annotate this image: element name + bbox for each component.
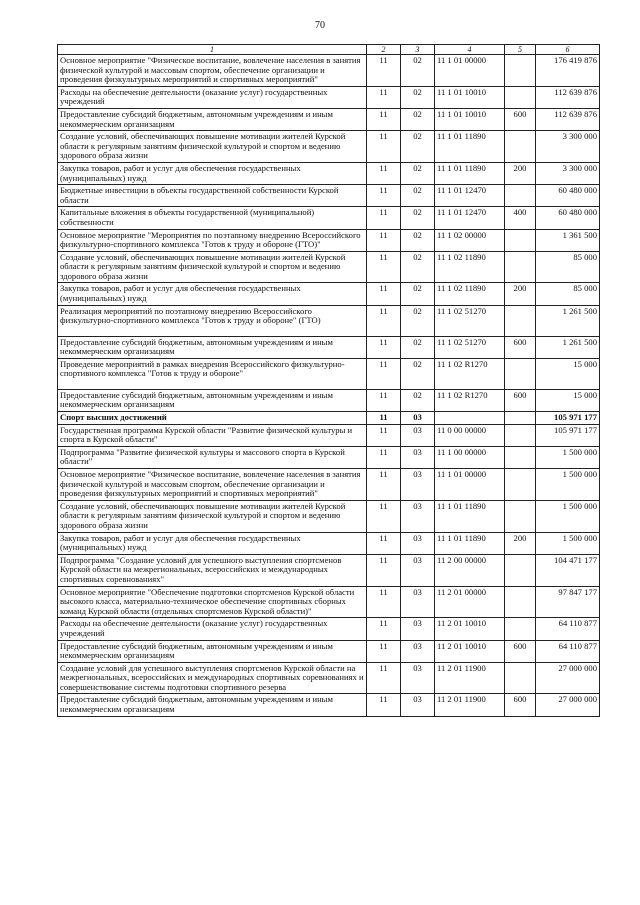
amount-cell: 1 500 000: [536, 532, 600, 554]
expense-type-cell: [505, 469, 536, 501]
target-article-cell: 11 0 00 00000: [435, 424, 505, 446]
section-code-cell: 11: [367, 283, 401, 305]
expense-type-cell: [505, 662, 536, 694]
table-row: [58, 694, 600, 716]
amount-cell: 64 110 877: [536, 640, 600, 662]
subsection-code-cell: 02: [401, 162, 435, 184]
column-header: 6: [536, 45, 600, 55]
expense-type-cell: [505, 586, 536, 618]
subsection-code-cell: 03: [401, 469, 435, 501]
table-row: [58, 618, 600, 640]
amount-cell: 112 639 876: [536, 86, 600, 108]
section-code-cell: 11: [367, 229, 401, 251]
amount-cell: 27 000 000: [536, 694, 600, 716]
expense-name-cell: Предоставление субсидий бюджетным, автономным учреждениям и иным некоммерческим организациям: [58, 640, 367, 662]
table-row: [58, 424, 600, 446]
amount-cell: 60 480 000: [536, 185, 600, 207]
amount-cell: 1 361 500: [536, 229, 600, 251]
table-body: [58, 55, 600, 717]
target-article-cell: 11 2 01 11900: [435, 694, 505, 716]
expense-name-cell: Создание условий для успешного выступления спортсменов Курской области на межрегиональных, всероссийских и международных спортивных соревнованиях и совершенствование системы подготовки спортивного резерва: [58, 662, 367, 694]
expense-type-cell: 200: [505, 162, 536, 184]
section-code-cell: 11: [367, 131, 401, 163]
section-code-cell: 11: [367, 251, 401, 283]
subsection-code-cell: 02: [401, 55, 435, 87]
expense-name-cell: Закупка товаров, работ и услуг для обеспечения государственных (муниципальных) нужд: [58, 162, 367, 184]
section-code-cell: 11: [367, 86, 401, 108]
expense-name-cell: Проведение мероприятий в рамках внедрения Всероссийского физкультурно-спортивного комплекса "Готов к труду и обороне": [58, 358, 367, 389]
amount-cell: 3 300 000: [536, 131, 600, 163]
target-article-cell: 11 1 02 00000: [435, 229, 505, 251]
column-header: 5: [505, 45, 536, 55]
table-header-row: [58, 45, 600, 55]
table-row: [58, 358, 600, 389]
expense-type-cell: 600: [505, 389, 536, 411]
table-row: [58, 662, 600, 694]
expense-type-cell: 200: [505, 283, 536, 305]
subsection-code-cell: 02: [401, 229, 435, 251]
section-code-cell: 11: [367, 55, 401, 87]
budget-table: [57, 44, 600, 717]
section-code-cell: 11: [367, 554, 401, 586]
amount-cell: 3 300 000: [536, 162, 600, 184]
expense-type-cell: [505, 554, 536, 586]
section-code-cell: 11: [367, 446, 401, 468]
target-article-cell: 11 1 02 R1270: [435, 358, 505, 389]
amount-cell: 60 480 000: [536, 207, 600, 229]
section-code-cell: 11: [367, 412, 401, 425]
amount-cell: 1 500 000: [536, 446, 600, 468]
target-article-cell: 11 1 01 11890: [435, 162, 505, 184]
table-row: [58, 412, 600, 425]
expense-type-cell: [505, 131, 536, 163]
table-row: [58, 500, 600, 532]
expense-name-cell: Расходы на обеспечение деятельности (оказание услуг) государственных учреждений: [58, 618, 367, 640]
target-article-cell: 11 1 02 R1270: [435, 389, 505, 411]
subsection-code-cell: 03: [401, 500, 435, 532]
table-row: [58, 389, 600, 411]
expense-name-cell: Бюджетные инвестиции в объекты государственной собственности Курской области: [58, 185, 367, 207]
subsection-code-cell: 03: [401, 446, 435, 468]
expense-name-cell: Создание условий, обеспечивающих повышение мотивации жителей Курской области к регулярным занятиям физической культурой и спортом и ведению здорового образа жизни: [58, 500, 367, 532]
table-row: [58, 586, 600, 618]
amount-cell: 1 500 000: [536, 500, 600, 532]
subsection-code-cell: 03: [401, 640, 435, 662]
subsection-code-cell: 02: [401, 86, 435, 108]
page-number: 70: [315, 20, 325, 31]
subsection-code-cell: 03: [401, 586, 435, 618]
target-article-cell: 11 2 01 10010: [435, 618, 505, 640]
section-code-cell: 11: [367, 618, 401, 640]
section-code-cell: 11: [367, 500, 401, 532]
expense-type-cell: 600: [505, 108, 536, 130]
subsection-code-cell: 02: [401, 336, 435, 358]
expense-type-cell: [505, 618, 536, 640]
table-row: [58, 554, 600, 586]
expense-name-cell: Подпрограмма "Развитие физической культуры и массового спорта в Курской области": [58, 446, 367, 468]
expense-name-cell: Создание условий, обеспечивающих повышение мотивации жителей Курской области к регулярным занятиям физической культурой и спортом и ведению здорового образа жизни: [58, 251, 367, 283]
column-header: 2: [367, 45, 401, 55]
expense-type-cell: [505, 185, 536, 207]
section-code-cell: 11: [367, 358, 401, 389]
column-header: 3: [401, 45, 435, 55]
amount-cell: 15 000: [536, 389, 600, 411]
expense-type-cell: [505, 500, 536, 532]
table-row: [58, 86, 600, 108]
expense-name-cell: Предоставление субсидий бюджетным, автономным учреждениям и иным некоммерческим организациям: [58, 389, 367, 411]
subsection-code-cell: 02: [401, 251, 435, 283]
target-article-cell: [435, 412, 505, 425]
expense-name-cell: Основное мероприятие "Физическое воспитание, вовлечение населения в занятия физической культурой и массовым спортом, обеспечение организации и проведения физкультурных мероприятий и спортивных мероприятий": [58, 55, 367, 87]
expense-name-cell: Основное мероприятие "Обеспечение подготовки спортсменов Курской области высокого класса, материально-техническое обеспечение спортивных сборных команд Курской области (отдельных спортсменов Курской области)": [58, 586, 367, 618]
section-code-cell: 11: [367, 640, 401, 662]
amount-cell: 105 971 177: [536, 424, 600, 446]
expense-type-cell: [505, 251, 536, 283]
table-row: [58, 162, 600, 184]
expense-name-cell: Создание условий, обеспечивающих повышение мотивации жителей Курской области к регулярным занятиям физической культурой и спортом и ведению здорового образа жизни: [58, 131, 367, 163]
section-code-cell: 11: [367, 469, 401, 501]
table-row: [58, 640, 600, 662]
subsection-code-cell: 02: [401, 389, 435, 411]
target-article-cell: 11 1 01 12470: [435, 185, 505, 207]
subsection-code-cell: 03: [401, 532, 435, 554]
subsection-code-cell: 02: [401, 207, 435, 229]
expense-type-cell: [505, 358, 536, 389]
table-row: [58, 207, 600, 229]
target-article-cell: 11 1 02 51270: [435, 336, 505, 358]
amount-cell: 27 000 000: [536, 662, 600, 694]
amount-cell: 176 419 876: [536, 55, 600, 87]
subsection-code-cell: 02: [401, 283, 435, 305]
amount-cell: 1 500 000: [536, 469, 600, 501]
section-code-cell: 11: [367, 185, 401, 207]
expense-name-cell: Спорт высших достижений: [58, 412, 367, 425]
target-article-cell: 11 1 01 00000: [435, 55, 505, 87]
target-article-cell: 11 1 01 12470: [435, 207, 505, 229]
subsection-code-cell: 02: [401, 131, 435, 163]
target-article-cell: 11 2 01 11900: [435, 662, 505, 694]
subsection-code-cell: 02: [401, 358, 435, 389]
table-row: [58, 131, 600, 163]
section-code-cell: 11: [367, 162, 401, 184]
expense-name-cell: Предоставление субсидий бюджетным, автономным учреждениям и иным некоммерческим организациям: [58, 108, 367, 130]
expense-name-cell: Предоставление субсидий бюджетным, автономным учреждениям и иным некоммерческим организациям: [58, 336, 367, 358]
section-code-cell: 11: [367, 108, 401, 130]
target-article-cell: 11 1 02 51270: [435, 305, 505, 336]
table-row: [58, 55, 600, 87]
amount-cell: 1 261 500: [536, 336, 600, 358]
subsection-code-cell: 03: [401, 554, 435, 586]
column-header: 4: [435, 45, 505, 55]
target-article-cell: 11 2 01 00000: [435, 586, 505, 618]
expense-name-cell: Закупка товаров, работ и услуг для обеспечения государственных (муниципальных) нужд: [58, 283, 367, 305]
subsection-code-cell: 02: [401, 305, 435, 336]
section-code-cell: 11: [367, 336, 401, 358]
amount-cell: 104 471 177: [536, 554, 600, 586]
subsection-code-cell: 03: [401, 424, 435, 446]
target-article-cell: 11 1 01 11890: [435, 500, 505, 532]
table-row: [58, 532, 600, 554]
expense-type-cell: [505, 412, 536, 425]
expense-type-cell: 200: [505, 532, 536, 554]
table-row: [58, 185, 600, 207]
section-code-cell: 11: [367, 694, 401, 716]
expense-name-cell: Государственная программа Курской области "Развитие физической культуры и спорта в Курской области": [58, 424, 367, 446]
target-article-cell: 11 1 02 11890: [435, 283, 505, 305]
amount-cell: 85 000: [536, 283, 600, 305]
expense-type-cell: [505, 55, 536, 87]
target-article-cell: 11 1 01 10010: [435, 108, 505, 130]
expense-type-cell: 600: [505, 694, 536, 716]
table-row: [58, 283, 600, 305]
expense-type-cell: 600: [505, 640, 536, 662]
section-code-cell: 11: [367, 207, 401, 229]
section-code-cell: 11: [367, 662, 401, 694]
expense-type-cell: [505, 446, 536, 468]
table-row: [58, 469, 600, 501]
expense-name-cell: Основное мероприятие "Физическое воспитание, вовлечение населения в занятия физической культурой и массовым спортом, обеспечение организации и проведения физкультурных мероприятий и спортивных мероприятий": [58, 469, 367, 501]
subsection-code-cell: 02: [401, 185, 435, 207]
amount-cell: 97 847 177: [536, 586, 600, 618]
target-article-cell: 11 1 01 00000: [435, 469, 505, 501]
target-article-cell: 11 2 00 00000: [435, 554, 505, 586]
expense-name-cell: Реализация мероприятий по поэтапному внедрению Всероссийского физкультурно-спортивного комплекса "Готов к труду и обороне" (ГТО): [58, 305, 367, 336]
subsection-code-cell: 03: [401, 662, 435, 694]
section-code-cell: 11: [367, 424, 401, 446]
expense-type-cell: [505, 424, 536, 446]
section-code-cell: 11: [367, 586, 401, 618]
table-row: [58, 336, 600, 358]
target-article-cell: 11 1 01 10010: [435, 86, 505, 108]
amount-cell: 1 261 500: [536, 305, 600, 336]
amount-cell: 15 000: [536, 358, 600, 389]
expense-type-cell: 400: [505, 207, 536, 229]
expense-type-cell: 600: [505, 336, 536, 358]
target-article-cell: 11 1 00 00000: [435, 446, 505, 468]
table-row: [58, 305, 600, 336]
amount-cell: 105 971 177: [536, 412, 600, 425]
table-row: [58, 251, 600, 283]
subsection-code-cell: 03: [401, 618, 435, 640]
expense-name-cell: Расходы на обеспечение деятельности (оказание услуг) государственных учреждений: [58, 86, 367, 108]
expense-name-cell: Подпрограмма "Создание условий для успешного выступления спортсменов Курской области на межрегиональных, всероссийских и международных спортивных соревнованиях": [58, 554, 367, 586]
table-row: [58, 446, 600, 468]
expense-name-cell: Закупка товаров, работ и услуг для обеспечения государственных (муниципальных) нужд: [58, 532, 367, 554]
expense-type-cell: [505, 305, 536, 336]
expense-name-cell: Капитальные вложения в объекты государственной (муниципальной) собственности: [58, 207, 367, 229]
subsection-code-cell: 03: [401, 694, 435, 716]
target-article-cell: 11 1 01 11890: [435, 532, 505, 554]
amount-cell: 112 639 876: [536, 108, 600, 130]
section-code-cell: 11: [367, 532, 401, 554]
expense-name-cell: Предоставление субсидий бюджетным, автономным учреждениям и иным некоммерческим организациям: [58, 694, 367, 716]
subsection-code-cell: 03: [401, 412, 435, 425]
amount-cell: 64 110 877: [536, 618, 600, 640]
amount-cell: 85 000: [536, 251, 600, 283]
expense-type-cell: [505, 229, 536, 251]
section-code-cell: 11: [367, 305, 401, 336]
target-article-cell: 11 2 01 10010: [435, 640, 505, 662]
section-code-cell: 11: [367, 389, 401, 411]
column-header: 1: [58, 45, 367, 55]
expense-name-cell: Основное мероприятие "Мероприятия по поэтапному внедрению Всероссийского физкультурно-спортивного комплекса "Готов к труду и обороне (ГТО)": [58, 229, 367, 251]
target-article-cell: 11 1 02 11890: [435, 251, 505, 283]
table-row: [58, 108, 600, 130]
table-row: [58, 229, 600, 251]
target-article-cell: 11 1 01 11890: [435, 131, 505, 163]
subsection-code-cell: 02: [401, 108, 435, 130]
expense-type-cell: [505, 86, 536, 108]
